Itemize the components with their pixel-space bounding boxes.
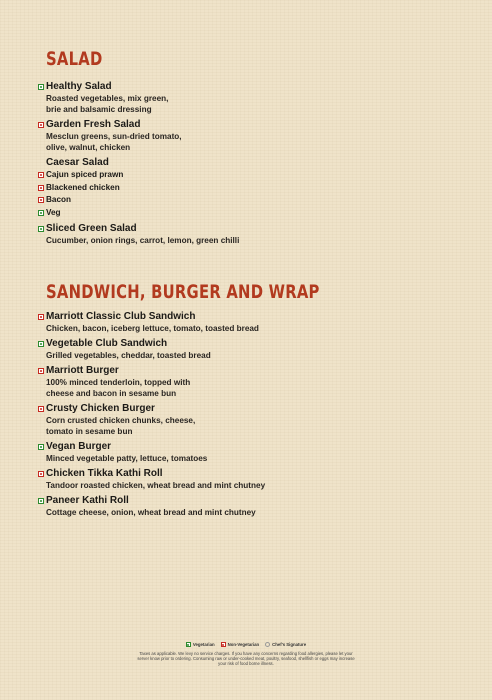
sandwich-list <box>38 311 478 522</box>
menu-item-name: Marriott Classic Club Sandwich <box>46 311 196 322</box>
nonveg-mark-icon <box>38 185 44 191</box>
nonveg-mark-icon <box>38 406 44 412</box>
veg-mark-icon <box>38 498 44 504</box>
menu-item-name: Marriott Burger <box>46 365 119 376</box>
menu-item-description: Roasted vegetables, mix green, brie and balsamic dressing <box>46 94 169 114</box>
caesar-option-label: Cajun spiced prawn <box>46 170 124 179</box>
menu-item-header <box>38 119 478 131</box>
legend-chef <box>265 642 306 647</box>
menu-item-header <box>38 365 478 377</box>
menu-item <box>38 441 478 464</box>
menu-item-name: Healthy Salad <box>46 81 112 92</box>
menu-item-name: Paneer Kathi Roll <box>46 495 129 506</box>
caesar-option <box>38 207 478 220</box>
caesar-option <box>38 169 478 182</box>
menu-item-header <box>38 468 478 480</box>
caesar-salad-name: Caesar Salad <box>46 157 109 168</box>
legend-nonveg-label: Non-Vegetarian <box>227 642 260 647</box>
menu-item <box>38 338 478 361</box>
menu-item-name: Crusty Chicken Burger <box>46 403 155 414</box>
menu-item-description: Tandoor roasted chicken, wheat bread and mint chutney <box>46 481 266 490</box>
menu-item-name: Vegan Burger <box>46 441 112 452</box>
salad-list <box>38 81 478 250</box>
menu-item-header <box>38 311 478 323</box>
menu-item-description: Corn crusted chicken chunks, cheese, tomato in sesame bun <box>46 416 196 436</box>
legend-veg <box>186 642 215 647</box>
menu-item-header <box>38 338 478 350</box>
menu-item <box>38 311 478 334</box>
menu-item <box>38 223 478 246</box>
menu-item <box>38 119 478 153</box>
footnote: Taxes as applicable. We levy no service charges. If you have any concerns regarding food allergies, please let your server know prior to ordering. Consuming raw or under-cooked meat, poultry, seafood, shellfish or eggs may increase your risk of food borne illness. <box>137 651 355 667</box>
menu-item <box>38 403 478 437</box>
caesar-option <box>38 182 478 195</box>
menu-item-description: Mesclun greens, sun-dried tomato, olive, walnut, chicken <box>46 132 182 152</box>
menu-item <box>38 468 478 491</box>
salad-section-title: SALAD <box>46 48 103 70</box>
nonveg-mark-icon <box>38 314 44 320</box>
menu-item-description: 100% minced tenderloin, topped with cheese and bacon in sesame bun <box>46 378 191 398</box>
menu-item-header <box>38 495 478 507</box>
nonveg-mark-icon <box>38 122 44 128</box>
caesar-option-label: Blackened chicken <box>46 182 120 192</box>
caesar-option <box>38 194 478 207</box>
nonveg-mark-icon <box>38 471 44 477</box>
caesar-option-label: Bacon <box>46 195 72 204</box>
legend-veg-label: Vegetarian <box>192 642 215 647</box>
menu-item-header <box>38 403 478 415</box>
sandwich-section-title: SANDWICH, BURGER AND WRAP <box>46 281 320 303</box>
menu-item <box>38 495 478 518</box>
legend-chef-label: Chef's Signature <box>272 642 307 647</box>
chef-signature-icon <box>265 642 270 647</box>
menu-item-name: Vegetable Club Sandwich <box>46 338 168 349</box>
veg-mark-icon <box>186 642 191 647</box>
nonveg-mark-icon <box>221 642 226 647</box>
legend-nonveg <box>221 642 260 647</box>
menu-item-description: Grilled vegetables, cheddar, toasted bread <box>46 351 211 360</box>
menu-item-name: Chicken Tikka Kathi Roll <box>46 468 163 479</box>
menu-item-description: Chicken, bacon, iceberg lettuce, tomato, toasted bread <box>46 324 259 333</box>
caesar-option-label: Veg <box>46 207 61 217</box>
nonveg-mark-icon <box>38 197 44 203</box>
menu-item-description: Cucumber, onion rings, carrot, lemon, green chilli <box>46 236 240 245</box>
menu-item-name: Garden Fresh Salad <box>46 119 141 130</box>
nonveg-mark-icon <box>38 368 44 374</box>
veg-mark-icon <box>38 210 44 216</box>
veg-mark-icon <box>38 84 44 90</box>
nonveg-mark-icon <box>38 172 44 178</box>
caesar-salad-group <box>38 157 478 219</box>
veg-mark-icon <box>38 226 44 232</box>
menu-item-name: Sliced Green Salad <box>46 223 137 234</box>
veg-mark-icon <box>38 341 44 347</box>
menu-item-description: Cottage cheese, onion, wheat bread and mint chutney <box>46 508 256 517</box>
menu-item-header <box>38 441 478 453</box>
menu-item-header <box>38 223 478 235</box>
menu-item-description: Minced vegetable patty, lettuce, tomatoes <box>46 454 208 463</box>
legend <box>0 642 492 647</box>
menu-item-header <box>38 81 478 93</box>
menu-item <box>38 365 478 399</box>
menu-item <box>38 81 478 115</box>
veg-mark-icon <box>38 444 44 450</box>
